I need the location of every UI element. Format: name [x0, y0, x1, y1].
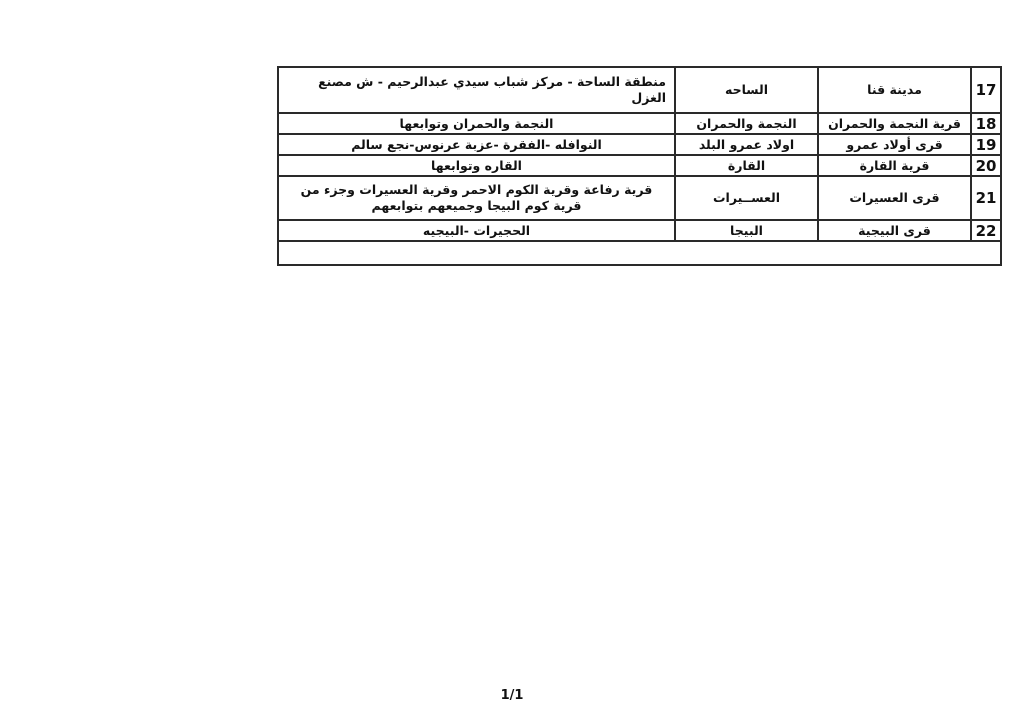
area-cell: القارة — [675, 155, 818, 176]
area-cell: الساحه — [675, 67, 818, 113]
region-cell: قرية رفاعة وقرية الكوم الاحمر وقرية العسيرات وجزء من قرية كوم البيجا وجميعهم بتوابعهم — [278, 176, 675, 220]
table-row — [278, 67, 1001, 113]
table-row — [278, 155, 1001, 176]
region-cell: الحجيرات -البيجيه — [278, 220, 675, 241]
table-row — [278, 220, 1001, 241]
city-cell: قرى البيجية — [818, 220, 971, 241]
table-row — [278, 134, 1001, 155]
area-cell: اولاد عمرو البلد — [675, 134, 818, 155]
city-cell: مدينة قنا — [818, 67, 971, 113]
empty-table-row — [278, 241, 1001, 265]
row-number: 21 — [971, 176, 1001, 220]
area-cell: النجمة والحمران — [675, 113, 818, 134]
city-cell: قرية القارة — [818, 155, 971, 176]
area-cell: العســيرات — [675, 176, 818, 220]
row-number: 19 — [971, 134, 1001, 155]
row-number: 18 — [971, 113, 1001, 134]
area-cell: البيجا — [675, 220, 818, 241]
table-row — [278, 113, 1001, 134]
city-cell: قرية النجمة والحمران — [818, 113, 971, 134]
city-cell: قرى العسيرات — [818, 176, 971, 220]
region-cell: القاره وتوابعها — [278, 155, 675, 176]
region-cell: النجمة والحمران وتوابعها — [278, 113, 675, 134]
empty-cell — [278, 241, 1001, 265]
page-number: 1/1 — [500, 688, 524, 703]
outage-areas-table — [277, 66, 1002, 266]
row-number: 22 — [971, 220, 1001, 241]
row-number: 17 — [971, 67, 1001, 113]
table-row — [278, 176, 1001, 220]
row-number: 20 — [971, 155, 1001, 176]
city-cell: قرى أولاد عمرو — [818, 134, 971, 155]
region-cell: النوافله -الفقرة -عزبة عرنوس-نجع سالم — [278, 134, 675, 155]
region-cell: منطقة الساحة - مركز شباب سيدي عبدالرحيم - ش مصنع الغزل — [278, 67, 675, 113]
